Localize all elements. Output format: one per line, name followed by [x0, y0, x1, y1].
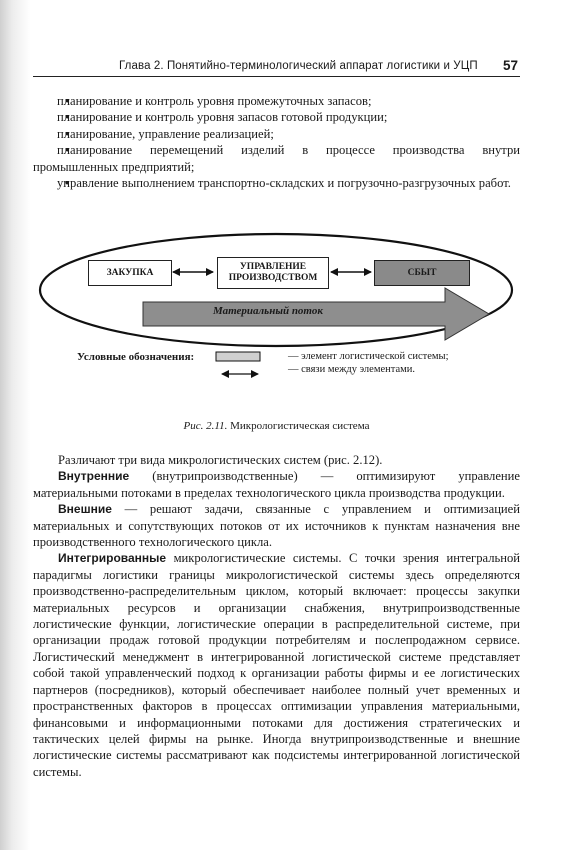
- chapter-title: Глава 2. Понятийно-терминологический аппарат логистики и УЦП: [119, 60, 478, 72]
- paragraph: Различают три вида микрологистических систем (рис. 2.12).: [58, 453, 383, 467]
- box-production-label-line1: УПРАВЛЕНИЕ: [239, 262, 307, 272]
- figure-micrologistic-system: [33, 232, 520, 442]
- caption-text: Микрологистическая система: [230, 420, 370, 432]
- paragraph-text: (внутрипроизводственные) — оптимизируют управление материальными потоками в пределах технологического цикла производства продукции.: [33, 469, 520, 500]
- paragraph: [33, 468, 520, 501]
- caption-prefix: Рис. 2.11.: [183, 420, 228, 432]
- term-internal: Внутренние: [58, 469, 130, 484]
- paragraph: [33, 550, 520, 780]
- legend-element-text: — элемент логистической системы;: [288, 351, 449, 362]
- box-sales: [374, 260, 470, 286]
- box-purchase-label: ЗАКУПКА: [106, 267, 154, 278]
- term-external: Внешние: [58, 502, 112, 517]
- box-sales-label: СБЫТ: [407, 267, 437, 278]
- page-number: 57: [502, 58, 518, 73]
- list-item: • планирование и контроль уровня запасов готовой продукции;: [33, 109, 520, 125]
- list-item: • управление выполнением транспортно-складских и погрузочно-разгрузочных работ.: [33, 175, 520, 191]
- box-production-management: [217, 257, 329, 289]
- page-binding-shadow: [0, 0, 30, 850]
- body-text: [33, 452, 520, 780]
- running-header: [33, 60, 520, 77]
- box-purchase: [88, 260, 172, 286]
- legend-link-text: — связи между элементами.: [288, 364, 416, 375]
- list-item: • планирование перемещений изделий в процессе производства внутри промышленных предприятий;: [33, 142, 520, 175]
- legend-element-swatch: [216, 352, 260, 361]
- box-production-label-line2: ПРОИЗВОДСТВОМ: [228, 273, 318, 283]
- bullet-list: [33, 93, 520, 191]
- material-flow-label: Материальный поток: [213, 305, 323, 317]
- paragraph-text: микрологистические системы. С точки зрения интегральной парадигмы логистики границы микрологистической системы здесь определяются производственно-распределительным циклом, который включает: процессы закупки материальных ресурсов и организации снабжения, внутрипроизводственные логистические функции, логистические операции в распределительной системе, при организации продаж готовой продукции потребителям и послепродажном сервисе. Логистический менеджмент в интегрированной логистической системе представляет собой такой управленческий подход к организации работы фирмы и ее логистических партнеров (посредников), который обеспечивает наиболее полный учет временных и пространственных факторов в процессах оптимизации управления материальными, финансовыми и информационными потоками для достижения стратегических и тактических целей фирмы на рынке. Иногда внутрипроизводственные и внешние логистические системы рассматривают как подсистемы интегрированной логистической системы.: [33, 551, 520, 779]
- paragraph-text: — решают задачи, связанные с управлением и оптимизацией материальных и сопутствующих потоков от их источников к пунктам назначения вне производственного технологического цикла.: [33, 502, 520, 550]
- legend-title: Условные обозначения:: [77, 351, 195, 363]
- term-integrated: Интегрированные: [58, 551, 167, 566]
- paragraph: [33, 501, 520, 550]
- figure-caption: [33, 420, 520, 432]
- system-boundary-ellipse: [40, 234, 512, 346]
- list-item: • планирование, управление реализацией;: [33, 126, 520, 142]
- list-item: • планирование и контроль уровня промежуточных запасов;: [33, 93, 520, 109]
